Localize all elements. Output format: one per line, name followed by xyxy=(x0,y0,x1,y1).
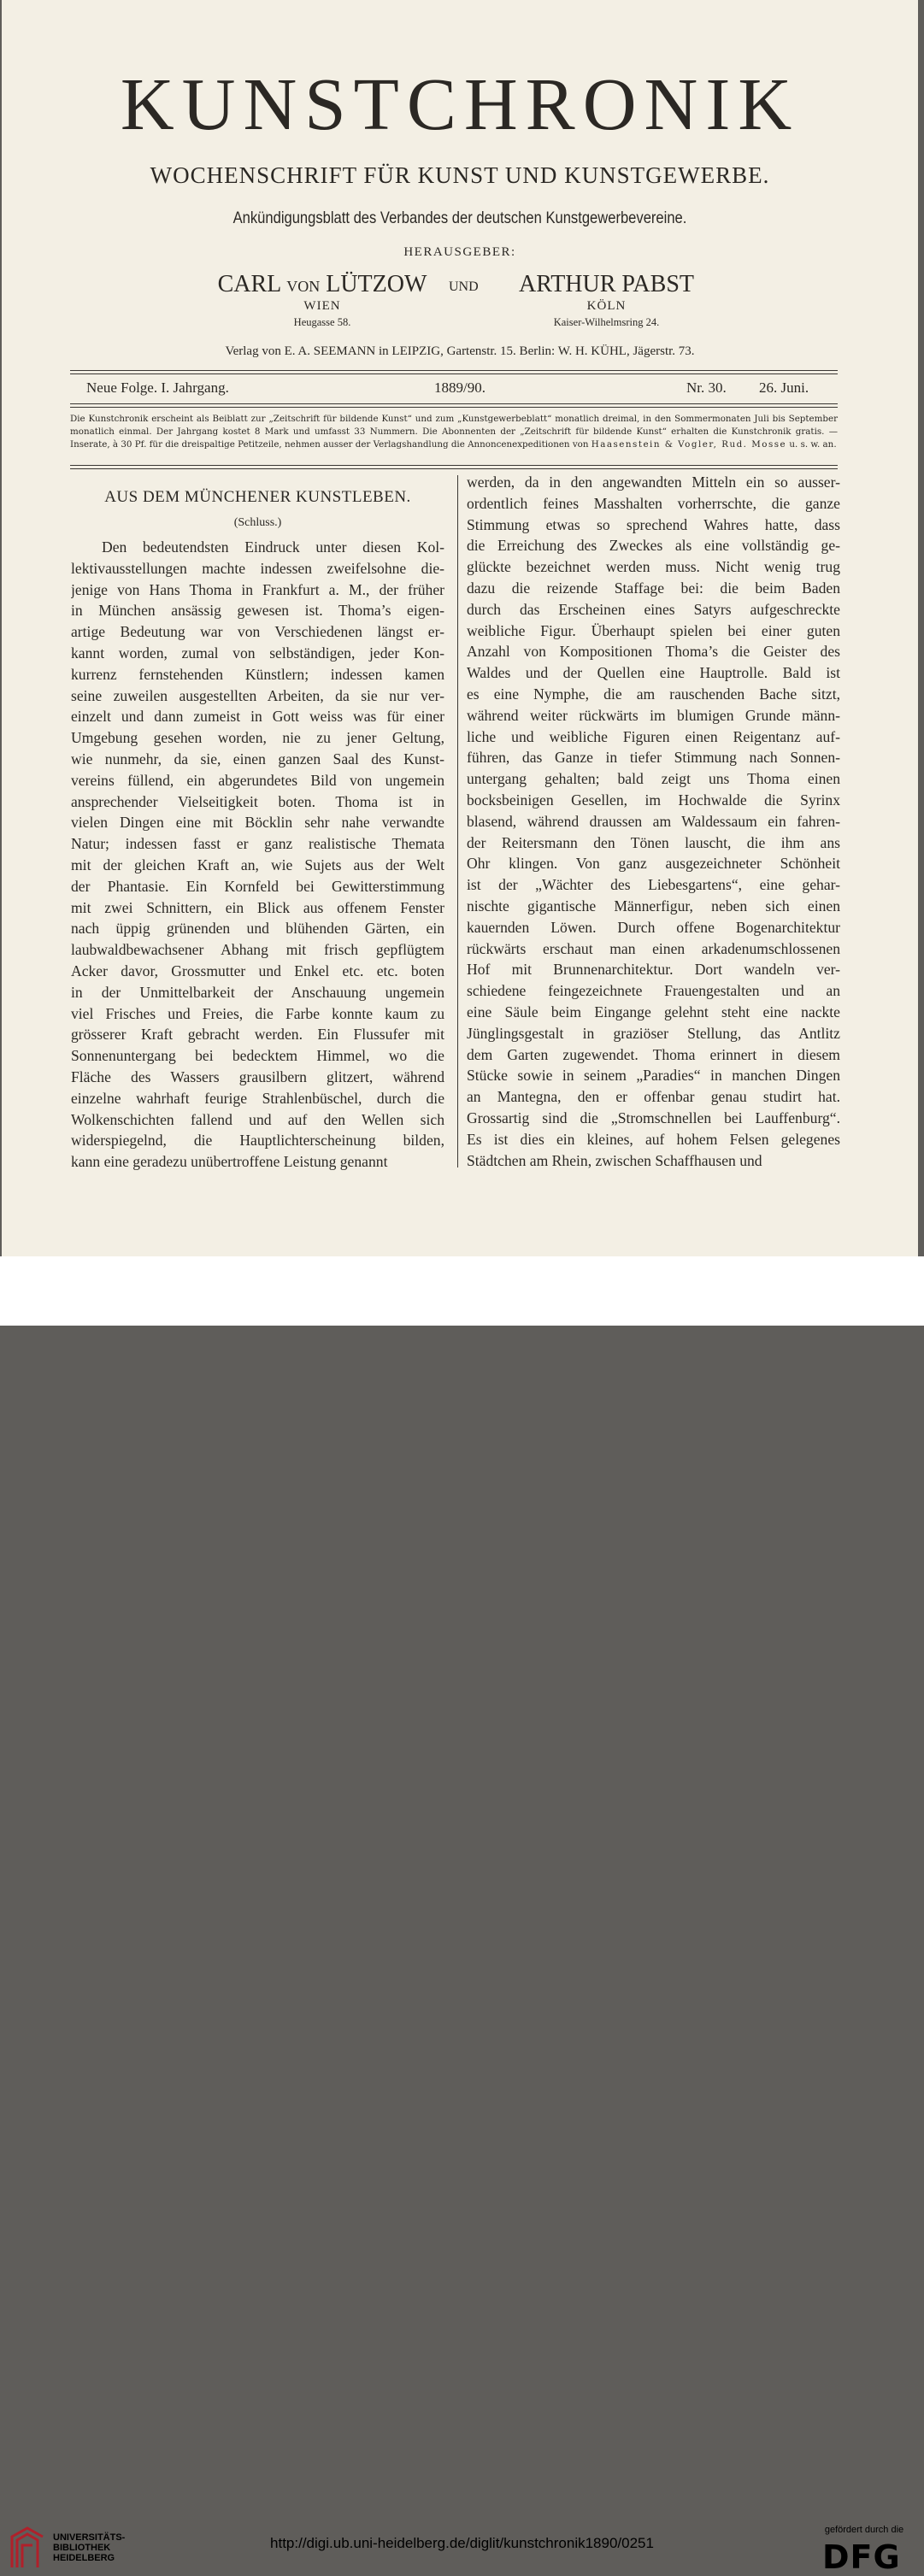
rule-mid-1 xyxy=(70,403,838,404)
publisher-line: Verlag von E. A. SEEMANN in LEIPZIG, Gartenstr. 15. Berlin: W. H. KÜHL, Jägerstr. 73. xyxy=(225,344,695,358)
funding-caption: gefördert durch die xyxy=(824,2525,904,2535)
subscription-notice: Die Kunstchronik erscheint als Beiblatt zur „Zeitschrift für bildende Kunst“ und zum „Kunstgewerbeblatt“ monatlich dreimal, in den Sommermonaten Juli bis September monatlich einmal. Der Jahrgang kostet 8 Mark und umfasst 33 Nummern. Die Abonnenten der „Zeitschrift für bildende Kunst“ erhalten die Kunstchronik gratis. — Inserate, à 30 Pf. für die dreispaltige Petitzeile, nehmen ausser der Verlagshandlung die Annoncenexpeditionen von Haasenstein & Vogler, Rud. Mosse u. s. w. an. xyxy=(70,414,838,450)
editor-lutzow-city: WIEN xyxy=(303,299,341,313)
right-line: rückwärts erschaut man einen arkadenumschlossenen xyxy=(467,939,840,957)
right-line: Grossartig sind die „Stromschnellen bei Lauffenburg“. xyxy=(467,1109,840,1126)
editor-pabst xyxy=(493,273,720,329)
left-line: in München ansässig gewesen ist. Thoma’s eigen- xyxy=(71,602,444,620)
right-line: dazu die reizende Staffage bei: die beim Baden xyxy=(467,579,840,597)
masthead-title: KUNSTCHRONIK xyxy=(120,62,800,145)
issue-folge: Neue Folge. I. Jahrgang. xyxy=(86,379,229,396)
right-line: an Mantegna, den er offenbar genau studirt hat. xyxy=(467,1088,840,1106)
rule-top-1 xyxy=(70,370,838,371)
editor-pabst-address: Kaiser-Wilhelmsring 24. xyxy=(553,316,660,328)
left-line: artige Bedeutung war von Verschiedenen längst er- xyxy=(71,623,444,641)
right-line: kauernden Löwen. Durch offene Bogenarchitektur xyxy=(467,918,840,936)
left-line: mit zwei Schnittern, ein Blick aus offenem Fenster xyxy=(71,898,444,916)
editor-lutzow xyxy=(198,273,446,329)
right-line: während weiter rückwärts im blumigen Grunde männ- xyxy=(467,706,840,724)
issue-date: 26. Juni. xyxy=(759,379,809,396)
right-line: ordentlich feines Masshalten vorherrschte, die ganze xyxy=(467,494,840,512)
left-line: viel Frisches und Freies, die Farbe konnte kaum zu xyxy=(71,1004,444,1022)
right-line: Waldes und der Quellen eine Hauptrolle. Bald ist xyxy=(467,664,840,682)
left-line: nach üppig grünenden und blühenden Gärten, ein xyxy=(71,920,444,938)
right-line: untergang gehalten; bald zeigt uns Thoma einen xyxy=(467,770,840,788)
left-line: in der Unmittelbarkeit der Anschauung ungemein xyxy=(71,983,444,1001)
issue-number: Nr. 30. xyxy=(686,379,727,396)
left-line: lektivausstellungen machte indessen zweifelsohne die- xyxy=(71,559,444,577)
right-line: Es ist dies ein kleines, auf hohem Felsen gelegenes xyxy=(467,1130,840,1148)
right-line: bocksbeinigen Gesellen, im Hochwalde die Syrinx xyxy=(467,791,840,809)
left-line: Acker davor, Grossmutter und Enkel etc. etc. boten xyxy=(71,962,444,979)
right-line: weibliche Figur. Überhaupt spielen bei einer guten xyxy=(467,621,840,639)
right-line: führen, das Ganze in tiefer Stimmung nach Sonnen- xyxy=(467,749,840,767)
digitization-footer xyxy=(0,1256,924,2576)
right-line: glückte bezeichnet werden muss. Nicht wenig trug xyxy=(467,558,840,576)
left-line: Den bedeutendsten Eindruck unter diesen Kol- xyxy=(102,538,444,556)
right-line: werden, da in den angewandten Mitteln ein so ausser- xyxy=(467,473,840,491)
left-line: wie nunmehr, da sie, einen ganzen Saal des Kunst- xyxy=(71,750,444,768)
rule-bottom-2 xyxy=(70,468,838,469)
right-line: eine Säule beim Eingange gelehnt steht eine nackte xyxy=(467,1003,840,1020)
rule-top-2 xyxy=(70,373,838,374)
left-line: mit der gleichen Kraft an, wie Sujets aus der Welt xyxy=(71,856,444,873)
editor-pabst-city: KÖLN xyxy=(586,299,627,313)
article-title: AUS DEM MÜNCHENER KUNSTLEBEN. xyxy=(104,488,411,506)
left-line: Umgebung gesehen worden, nie zu jener Geltung, xyxy=(71,729,444,747)
left-line: ansprechender Vielseitigkeit boten. Thoma ist in xyxy=(71,792,444,810)
right-line: es eine Nymphe, die am rauschenden Bache sitzt, xyxy=(467,685,840,703)
right-line: der Reitersmann den Tönen lauscht, die ihm ans xyxy=(467,833,840,851)
rule-bottom-1 xyxy=(70,465,838,466)
editor-pabst-name: ARTHUR PABST xyxy=(518,271,694,297)
left-line: grösserer Kraft gebracht werden. Ein Flussufer mit xyxy=(71,1026,444,1044)
article-column-left xyxy=(71,472,444,1173)
scanned-page xyxy=(2,0,918,1256)
left-line: einzelt und dann zumeist in Gott weiss was für einer xyxy=(71,708,444,726)
right-line: Stücke sowie in seinem „Paradies“ in manchen Dingen xyxy=(467,1067,840,1085)
left-line: widerspiegelnd, die Hauptlichterscheinung bilden, xyxy=(71,1132,444,1150)
right-line: Jünglingsgestalt in graziöser Stellung, das Antlitz xyxy=(467,1024,840,1042)
left-line: Wolkenschichten fallend und auf den Wellen sich xyxy=(71,1110,444,1128)
right-line: schiedene feingezeichnete Frauengestalten und an xyxy=(467,982,840,1000)
left-line: kannt worden, zumal von selbständigen, jeder Kon- xyxy=(71,644,444,662)
left-line: vereins füllend, ein abgerundetes Bild von ungemein xyxy=(71,771,444,789)
left-line: einzelne wahrhaft feurige Strahlenbüschel, durch die xyxy=(71,1089,444,1107)
right-line: Städtchen am Rhein, zwischen Schaffhausen und xyxy=(467,1151,762,1169)
right-line: Stimmung etwas so sprechend Wahres hatte, dass xyxy=(467,515,840,533)
issue-year: 1889/90. xyxy=(434,379,486,396)
left-line: jenige von Hans Thoma in Frankfurt a. M., der früher xyxy=(71,580,444,598)
right-line: durch das Erscheinen eines Satyrs aufgeschreckte xyxy=(467,600,840,618)
und-conjunction: UND xyxy=(449,279,479,294)
left-line: Natur; indessen fasst er ganz realistische Themata xyxy=(71,835,444,853)
left-line: vielen Dingen eine mit Böcklin sehr nahe verwandte xyxy=(71,814,444,832)
right-line: Ohr klingen. Von ganz ausgezeichneter Schönheit xyxy=(467,855,840,873)
editor-lutzow-name: CARL VON LÜTZOW xyxy=(217,271,427,297)
right-line: nischte gigantische Männerfigur, neben sich einen xyxy=(467,897,840,915)
left-line: seine zuweilen ausgestellten Arbeiten, da sie nur ver- xyxy=(71,686,444,704)
left-line: der Phantasie. Ein Kornfeld bei Gewitterstimmung xyxy=(71,877,444,895)
column-divider xyxy=(457,475,458,1167)
right-line: dem Garten zugewendet. Thoma erinnert in diesem xyxy=(467,1045,840,1063)
right-line: ist der „Wächter des Liebesgartens“, eine gehar- xyxy=(467,876,840,894)
right-line: Hof mit Brunnenarchitektur. Dort wandeln ver- xyxy=(467,961,840,979)
rule-mid-2 xyxy=(70,407,838,408)
dfg-logo: DFG xyxy=(822,2538,901,2576)
right-line: blasend, während draussen am Waldessaum ein fahren- xyxy=(467,812,840,830)
left-line: Fläche des Wassers grausilbern glitzert, während xyxy=(71,1067,444,1085)
announcement-line: Ankündigungsblatt des Verbandes der deutschen Kunstgewerbevereine. xyxy=(232,209,687,227)
right-line: Anzahl von Kompositionen Thoma’s die Geister des xyxy=(467,643,840,661)
left-line: kurrenz fernstehenden Künstlern; indessen kamen xyxy=(71,665,444,683)
left-line: kann eine geradezu unübertroffene Leistung genannt xyxy=(71,1153,388,1171)
article-subtitle: (Schluss.) xyxy=(233,516,282,529)
permalink-url[interactable]: http://digi.ub.uni-heidelberg.de/diglit/kunstchronik1890/0251 xyxy=(270,2535,654,2551)
right-line: liche und weibliche Figuren einen Reigentanz auf- xyxy=(467,727,840,745)
masthead-subtitle: WOCHENSCHRIFT FÜR KUNST UND KUNSTGEWERBE. xyxy=(150,162,770,188)
right-line: die Erreichung des Zweckes als eine vollständig ge- xyxy=(467,537,840,555)
left-line: laubwaldbewachsener Abhang mit frisch gepflügtem xyxy=(71,941,444,959)
herausgeber-label: HERAUSGEBER: xyxy=(403,245,516,259)
article-column-right xyxy=(467,472,840,1171)
library-name: UNIVERSITÄTS- BIBLIOTHEK HEIDELBERG xyxy=(53,2532,126,2563)
left-line: Sonnenuntergang bei bedecktem Himmel, wo die xyxy=(71,1047,444,1065)
editor-lutzow-address: Heugasse 58. xyxy=(293,316,351,328)
